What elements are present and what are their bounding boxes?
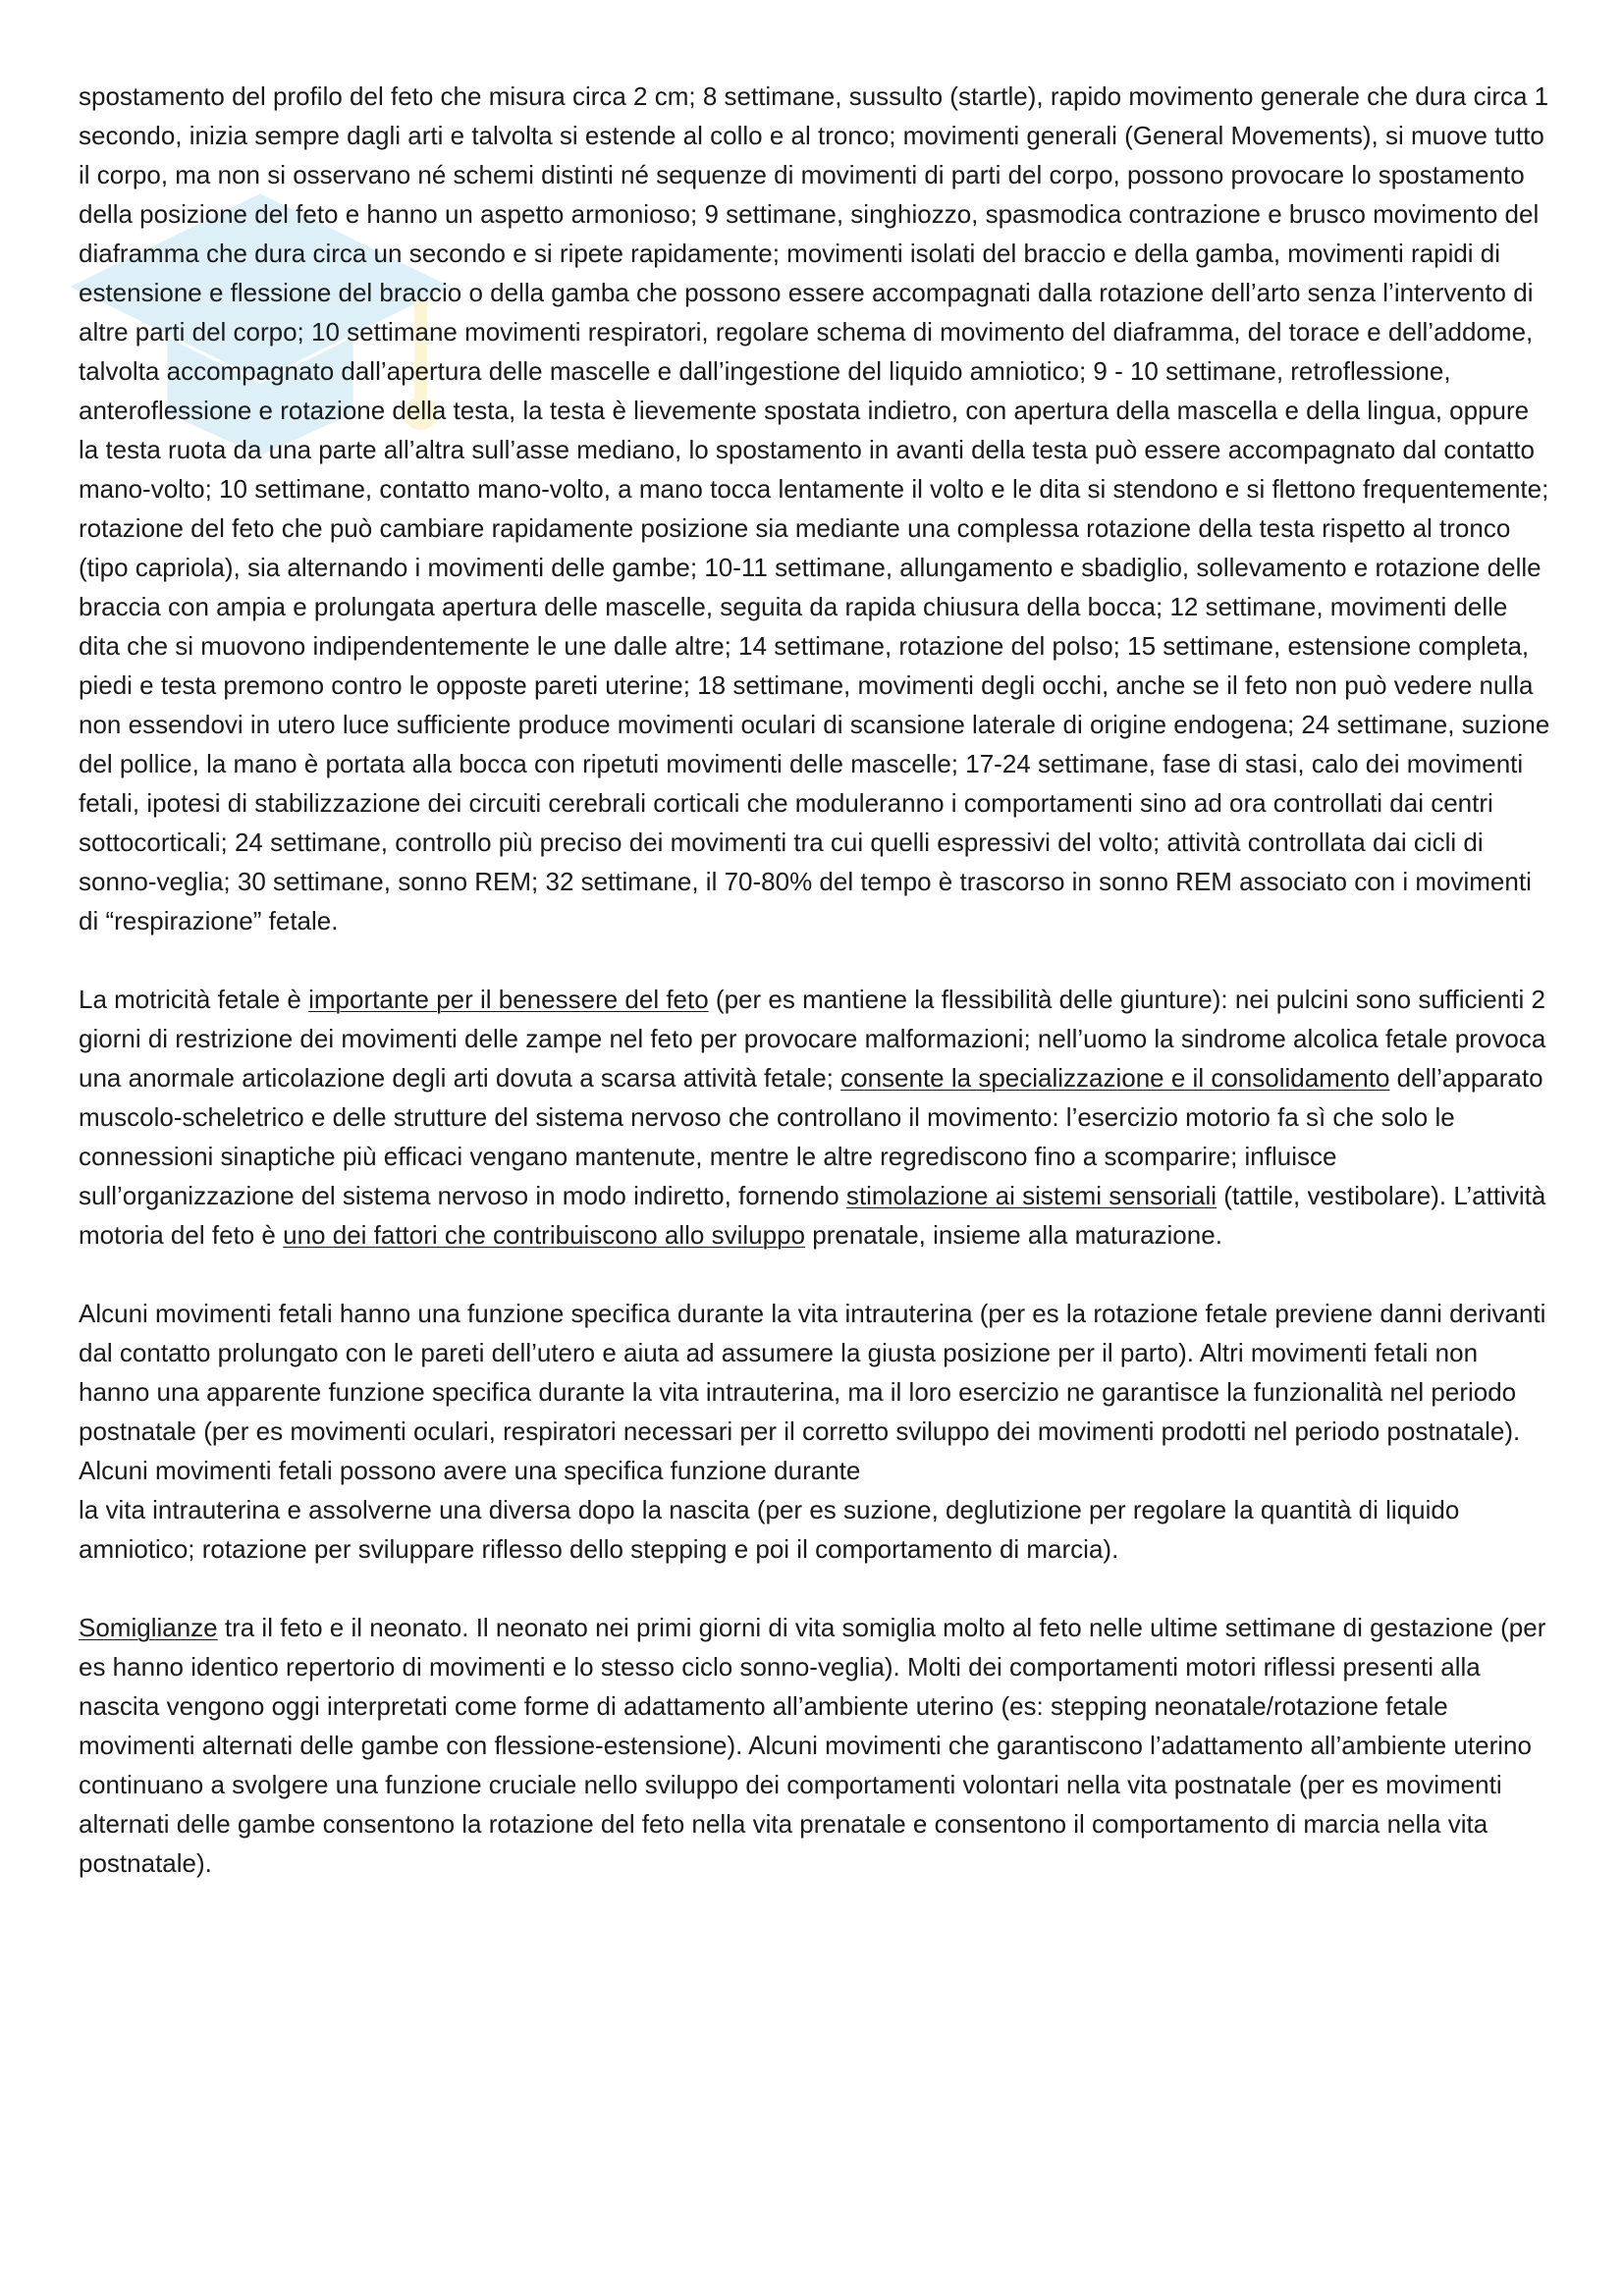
underlined-text: consente la specializzazione e il consolidamento (840, 1063, 1390, 1093)
text-run: Alcuni movimenti fetali hanno una funzione specifica durante la vita intrauterina (per es la rotazione fetale previene danni derivanti dal contatto prolungato con le pareti dell’utero e aiuta ad assumere la giusta posizione per il parto). Altri movimenti fetali non hanno una apparente funzione specifica durante la vita intrauterina, ma il loro esercizio ne garantisce la funzionalità nel periodo postnatale (per es movimenti oculari, respiratori necessari per il corretto sviluppo dei movimenti prodotti nel periodo postnatale). Alcuni movimenti fetali possono avere una specifica funzione durante (79, 1299, 1546, 1485)
paragraph (79, 980, 1551, 1255)
paragraph (79, 1294, 1551, 1569)
text-run: la vita intrauterina e assolverne una diversa dopo la nascita (per es suzione, deglutizione per regolare la quantità di liquido amniotico; rotazione per sviluppare riflesso dello stepping e poi il comportamento di marcia). (79, 1495, 1460, 1564)
paragraph (79, 77, 1551, 940)
text-run: dell’apparato muscolo-scheletrico e delle strutture del sistema nervoso che controllano il movimento: l’esercizio motorio fa sì che solo le connessioni sinaptiche più efficaci vengano mantenute, mentre le altre regrediscono fino a scomparire; influisce sull’organizzazione del sistema nervoso in modo indiretto, fornendo (79, 1063, 1543, 1210)
text-run: prenatale, insieme alla maturazione. (805, 1220, 1222, 1250)
text-run: tra il feto e il neonato. Il neonato nei primi giorni di vita somiglia molto al feto nelle ultime settimane di gestazione (per es hanno identico repertorio di movimenti e lo stesso ciclo sonno-veglia). Molti dei comportamenti motori riflessi presenti alla nascita vengono oggi interpretati come forme di adattamento all’ambiente uterino (es: stepping neonatale/rotazione fetale movimenti alternati delle gambe con flessione-estensione). Alcuni movimenti che garantiscono l’adattamento all’ambiente uterino continuano a svolgere una funzione cruciale nello sviluppo dei comportamenti volontari nella vita postnatale (per es movimenti alternati delle gambe consentono la rotazione del feto nella vita prenatale e consentono il comportamento di marcia nella vita postnatale). (79, 1613, 1546, 1878)
document-body (79, 77, 1551, 1883)
underlined-text: Somiglianze (79, 1613, 218, 1642)
text-run: (per es mantiene la flessibilità delle giunture): nei pulcini sono sufficienti 2 giorni di restrizione dei movimenti delle zampe nel feto per provocare malformazioni; nell’uomo la sindrome alcolica fetale provoca una anormale articolazione degli arti dovuta a scarsa attività fetale; (79, 985, 1546, 1093)
text-run: spostamento del profilo del feto che misura circa 2 cm; 8 settimane, sussulto (startle), rapido movimento generale che dura circa 1 secondo, inizia sempre dagli arti e talvolta si estende al collo e al tronco; movimenti generali (General Movements), si muove tutto il corpo, ma non si osservano né schemi distinti né sequenze di movimenti di parti del corpo, possono provocare lo spostamento della posizione del feto e hanno un aspetto armonioso; 9 settimane, singhiozzo, spasmodica contrazione e brusco movimento del diaframma che dura circa un secondo e si ripete rapidamente; movimenti isolati del braccio e della gamba, movimenti rapidi di estensione e flessione del braccio o della gamba che possono essere accompagnati dalla rotazione dell’arto senza l’intervento di altre parti del corpo; 10 settimane movimenti respiratori, regolare schema di movimento del diaframma, del torace e dell’addome, talvolta accompagnato dall’apertura delle mascelle e dall’ingestione del liquido amniotico; 9 - 10 settimane, retroflessione, anteroflessione e rotazione della testa, la testa è lievemente spostata indietro, con apertura della mascella e della lingua, oppure la testa ruota da una parte all’altra sull’asse mediano, lo spostamento in avanti della testa può essere accompagnato dal contatto mano-volto; 10 settimane, contatto mano-volto, a mano tocca lentamente il volto e le dita si stendono e si flettono frequentemente; rotazione del feto che può cambiare rapidamente posizione sia mediante una complessa rotazione della testa rispetto al tronco (tipo capriola), sia alternando i movimenti delle gambe; 10-11 settimane, allungamento e sbadiglio, sollevamento e rotazione delle braccia con ampia e prolungata apertura delle mascelle, seguita da rapida chiusura della bocca; 12 settimane, movimenti delle dita che si muovono indipendentemente le une dalle altre; 14 settimane, rotazione del polso; 15 settimane, estensione completa, piedi e testa premono contro le opposte pareti uterine; 18 settimane, movimenti degli occhi, anche se il feto non può vedere nulla non essendovi in utero luce sufficiente produce movimenti oculari di scansione laterale di origine endogena; 24 settimane, suzione del pollice, la mano è portata alla bocca con ripetuti movimenti delle mascelle; 17-24 settimane, fase di stasi, calo dei movimenti fetali, ipotesi di stabilizzazione dei circuiti cerebrali corticali che moduleranno i comportamenti sino ad ora controllati dai centri sottocorticali; 24 settimane, controllo più preciso dei movimenti tra cui quelli espressivi del volto; attività controllata dai cicli di sonno-veglia; 30 settimane, sonno REM; 32 settimane, il 70-80% del tempo è trascorso in sonno REM associato con i movimenti di “respirazione” fetale. (79, 81, 1550, 935)
underlined-text: uno dei fattori che contribuiscono allo sviluppo (283, 1220, 806, 1250)
underlined-text: importante per il benessere del feto (308, 985, 709, 1014)
text-run: (tattile, vestibolare). L’attività motoria del feto è (79, 1181, 1546, 1250)
underlined-text: stimolazione ai sistemi sensoriali (845, 1181, 1217, 1210)
text-run: La motricità fetale è (79, 985, 309, 1014)
paragraph (79, 1608, 1551, 1883)
